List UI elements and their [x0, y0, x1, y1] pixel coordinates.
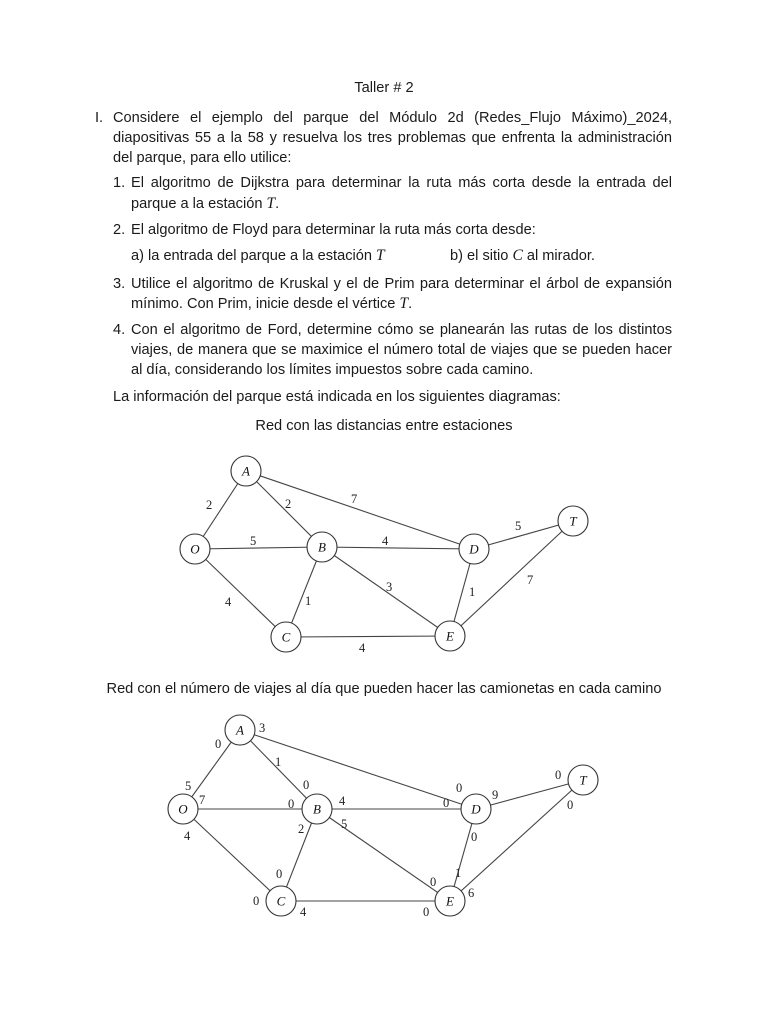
label-d-top: 0 [456, 781, 463, 795]
item-2-sub-b-math: C [512, 247, 523, 264]
item-2-sub-a-text: a) la entrada del parque a la estación [131, 248, 377, 264]
label-o-bottom: 4 [184, 829, 191, 843]
label-ab-a: 1 [275, 755, 282, 769]
section-marker: I. [95, 110, 104, 126]
weight-c-e: 4 [359, 641, 366, 655]
item-4-line-3: al día, considerando los límites impuestos sobre cada camino. [131, 362, 534, 378]
weight-b-e: 3 [386, 580, 393, 594]
label-d-bottom: 0 [471, 830, 478, 844]
label-o-right: 7 [199, 793, 206, 807]
closing-text: La información del parque está indicada en los siguientes diagramas: [113, 389, 561, 405]
node-c [266, 886, 296, 916]
label-e-top-left: 0 [430, 875, 437, 889]
weight-e-t: 7 [527, 573, 534, 587]
node-e [435, 621, 465, 651]
label-e-right: 6 [468, 886, 475, 900]
label-a-right: 3 [259, 721, 266, 735]
distance-network-diagram [0, 440, 768, 670]
item-3-line-1: Utilice el algoritmo de Kruskal y el de Prim para determinar el árbol de expansión [131, 276, 672, 292]
edge-a-b [240, 730, 317, 809]
label-ab-b: 0 [303, 778, 310, 792]
label-a-left: 0 [215, 737, 222, 751]
node-a-label: A [242, 463, 250, 479]
item-2-sub-a [131, 247, 385, 265]
item-1-line-1: El algoritmo de Dijkstra para determinar la ruta más corta desde la entrada del [131, 175, 672, 191]
label-c-top: 0 [276, 867, 283, 881]
edge-o-b [195, 547, 322, 549]
item-3-tail: . [408, 296, 413, 312]
node-o [168, 794, 198, 824]
weight-a-d: 7 [351, 492, 358, 506]
item-2-sub-a-math: T [376, 247, 385, 264]
item-1-number: 1. [113, 175, 126, 191]
item-2-sub-b-text: b) el sitio [450, 248, 513, 264]
node-d [461, 794, 491, 824]
label-e-top: 1 [455, 866, 462, 880]
node-t-label: T [579, 772, 587, 788]
item-3-math: T [399, 295, 409, 312]
node-o-label: O [178, 801, 188, 817]
node-d [459, 534, 489, 564]
label-t-bottom: 0 [567, 798, 574, 812]
node-b-label: B [313, 801, 321, 817]
label-b-lower-left: 2 [298, 822, 305, 836]
node-t-label: T [569, 513, 577, 529]
node-b [307, 532, 337, 562]
diagram-1-caption: Red con las distancias entre estaciones [255, 418, 513, 434]
node-e-label: E [446, 628, 454, 644]
node-a-label: A [236, 722, 244, 738]
weight-b-d: 4 [382, 534, 389, 548]
node-d-label: D [471, 801, 481, 817]
item-1-line-2 [131, 195, 279, 213]
label-b-left: 0 [288, 797, 295, 811]
node-b-label: B [318, 539, 326, 555]
item-4-line-2: viajes, de manera que se maximice el número total de viajes que se pueden hacer [131, 342, 672, 358]
label-oa-o: 5 [185, 779, 192, 793]
item-1-line-2-text: parque a la estación [131, 196, 267, 212]
edge-b-d [322, 547, 474, 549]
intro-line-2: diapositivas 55 a la 58 y resuelva los tres problemas que enfrenta la administración [113, 130, 672, 146]
label-c-left: 0 [253, 894, 260, 908]
node-c-label: C [281, 629, 291, 645]
item-3-number: 3. [113, 276, 126, 292]
item-2-number: 2. [113, 222, 126, 238]
intro-line-1: Considere el ejemplo del parque del Módulo 2d (Redes_Flujo Máximo)_2024, [113, 110, 672, 126]
node-b [302, 794, 332, 824]
weight-b-c: 1 [305, 594, 312, 608]
label-b-right: 4 [339, 794, 346, 808]
edge-a-d [246, 471, 474, 549]
node-o-label: O [190, 541, 200, 557]
intro-line-3: del parque, para ello utilice: [113, 150, 292, 166]
item-2-line: El algoritmo de Floyd para determinar la ruta más corta desde: [131, 222, 536, 238]
weight-o-a: 2 [206, 498, 213, 512]
diagram-2-caption: Red con el número de viajes al día que pueden hacer las camionetas en cada camino [106, 681, 662, 697]
weight-d-e: 1 [469, 585, 476, 599]
label-t-left: 0 [555, 768, 562, 782]
node-a [225, 715, 255, 745]
weight-d-t: 5 [515, 519, 522, 533]
weight-a-b: 2 [285, 497, 292, 511]
item-1-tail: . [275, 196, 280, 212]
trips-network-diagram [0, 705, 768, 930]
node-t [558, 506, 588, 536]
item-4-line-1: Con el algoritmo de Ford, determine cómo se planearán las rutas de los distintos [131, 322, 672, 338]
node-c [271, 622, 301, 652]
label-d-left: 0 [443, 796, 450, 810]
label-d-right: 9 [492, 788, 499, 802]
node-e-label: E [446, 893, 454, 909]
node-c-label: C [276, 893, 286, 909]
node-d-label: D [469, 541, 479, 557]
item-4-number: 4. [113, 322, 126, 338]
label-c-bottom: 4 [300, 905, 307, 919]
weight-o-c: 4 [225, 595, 232, 609]
item-1-math: T [266, 195, 276, 212]
page-title: Taller # 2 [354, 80, 414, 96]
edge-o-c [195, 549, 286, 637]
item-2-sub-b-suffix: al mirador. [522, 248, 595, 264]
edge-c-e [286, 636, 450, 637]
edge-o-c [183, 809, 281, 901]
node-a [231, 456, 261, 486]
node-e [435, 886, 465, 916]
item-2-sub-b [450, 247, 595, 265]
edge-a-b [246, 471, 322, 547]
label-e-bottom-left: 0 [423, 905, 430, 919]
label-b-lower-right: 5 [341, 817, 348, 831]
edge-a-d [240, 730, 476, 809]
node-o [180, 534, 210, 564]
item-3-line-2 [131, 295, 412, 313]
node-t [568, 765, 598, 795]
item-3-line-2-text: mínimo. Con Prim, inicie desde el vértice [131, 296, 400, 312]
weight-o-b: 5 [250, 534, 257, 548]
